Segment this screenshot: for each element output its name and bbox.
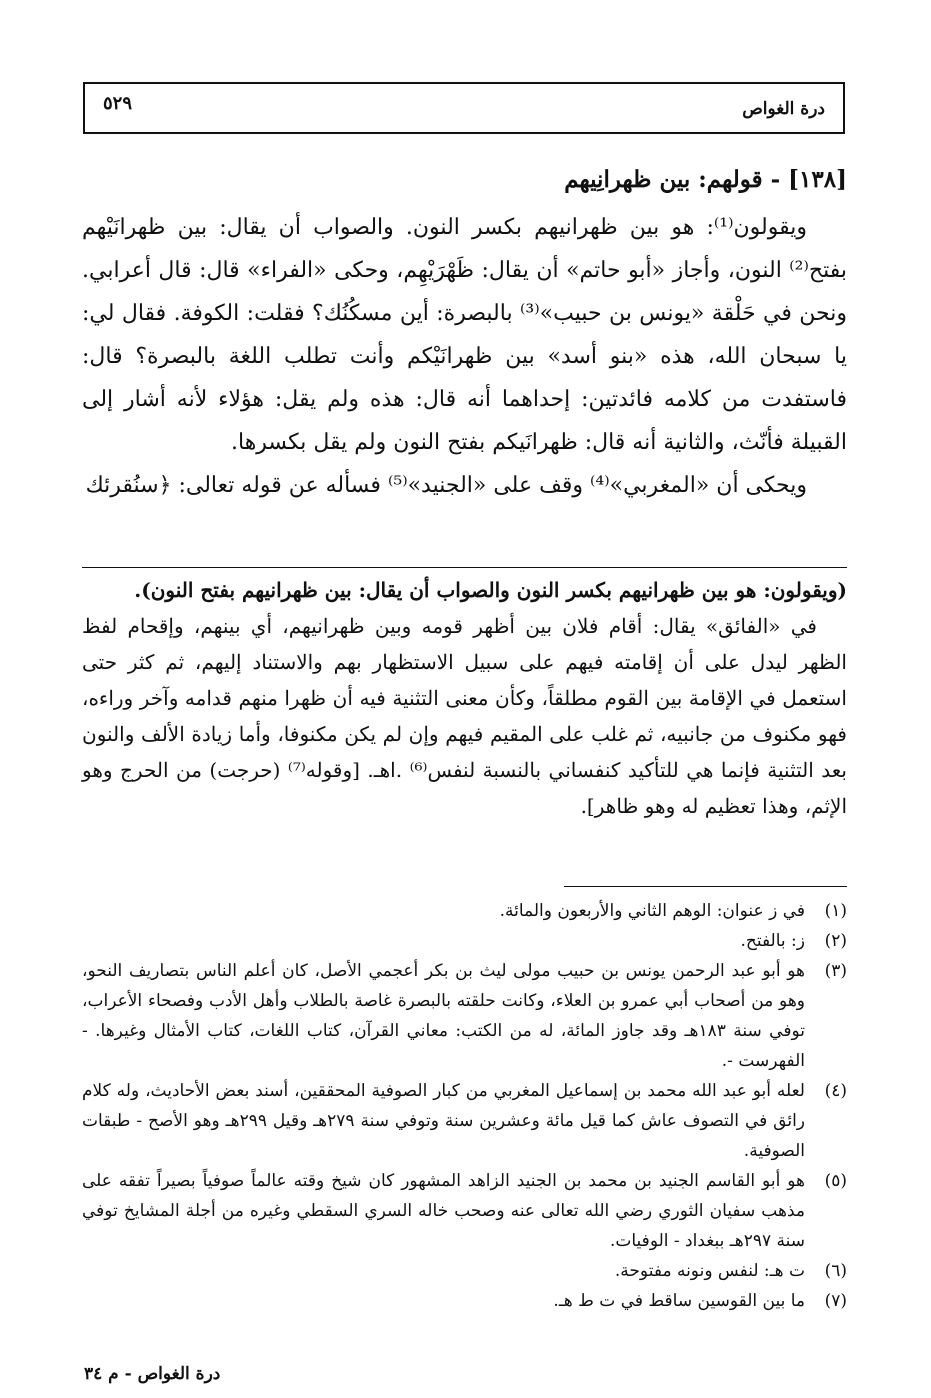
footnote: [82, 926, 847, 956]
footnote-text: هو أبو القاسم الجنيد بن محمد بن الجنيد الزاهد المشهور كان شيخ وقته عالماً صوفياً بصيراً تفقه على مذهب سفيان الثوري رضي الله تعالى عنه وصحب خاله السري السقطي وغيره من أجلة المشايخ توفي سنة ٢٩٧هـ ببغداد - الوفيات.: [82, 1171, 805, 1251]
footnote-number: (٦): [824, 1261, 847, 1281]
footnote: [82, 1076, 847, 1166]
running-header-title: درة الغواص: [742, 99, 825, 119]
main-paragraph-1: ويقولون⁽¹⁾: هو بين ظهرانيهم بكسر النون. والصواب أن يقال: بين ظهرانَيْهم بفتح⁽²⁾ النون، وأجاز «أبو حاتم» أن يقال: ظَهْرَيْهِم، وحكى «الفراء» قال: قال أعرابي. ونحن في حَلْقة «يونس بن حبيب»⁽³⁾ بالبصرة: أين مسكُنُك؟ فقلت: الكوفة. فقال لي: يا سبحان الله، هذه «بنو أسد» بين ظهرانَيْكم وأنت تطلب اللغة بالبصرة؟ قال: فاستفدت من كلامه فائدتين: إحداهما أنه قال: هذه ولم يقل: هؤلاء لأنه أشار إلى القبيلة فأنّث، والثانية أنه قال: ظهرانَيكم بفتح النون ولم يقل بكسرها.: [82, 215, 847, 455]
footnote-text: في ز عنوان: الوهم الثاني والأربعون والمائة.: [499, 901, 805, 921]
footnote-text: ما بين القوسين ساقط في ت ط هـ.: [553, 1291, 805, 1311]
commentary-body: في «الفائق» يقال: أقام فلان بين أظهر قومه وبين ظهرانيهم، أي بينهم، وإقحام لفظ الظهر ليدل على أن إقامته فيهم على سبيل الاستظهار بهم والاستناد إليهم، ثم كثر حتى استعمل في الإقامة بين القوم مطلقاً، وكأن معنى التثنية فيه أن ظهرا منهم قدامه وآخر وراءه، فهو مكنوف من جانبيه، ثم غلب على المقيم فيهم وإن لم يكن مكنوفا، وأما زيادة الألف والنون بعد التثنية فإنما هي للتأكيد كنفساني بالنسبة لنفس⁽⁶⁾ .اهـ. [وقوله⁽⁷⁾ (حرجت) من الحرج وهو الإثم، وهذا تعظيم له وهو ظاهر].: [82, 614, 848, 818]
footnote-text: هو أبو عبد الرحمن يونس بن حبيب مولى ليث بن بكر أعجمي الأصل، كان أعلم الناس بتصاريف النحو، وهو من أصحاب أبي عمرو بن العلاء، وكانت حلقته بالبصرة غاصة بالطلاب وأهل الأدب وفصحاء الأعراب، توفي سنة ١٨٣هـ وقد جاوز المائة، له من الكتب: معاني القرآن، كتاب اللغات، كتاب الأمثال وغيرها. - الفهرست -.: [82, 961, 806, 1071]
footnote-separator: [564, 886, 847, 887]
footnote-number: (٢): [824, 931, 847, 951]
footnote-number: (٤): [824, 1081, 847, 1101]
footnote: [82, 1256, 847, 1286]
footnote-number: (١): [824, 901, 847, 921]
footnote: [82, 956, 847, 1076]
footnote-number: (٥): [824, 1171, 847, 1191]
commentary-quote: (ويقولون: هو بين ظهرانيهم بكسر النون والصواب أن يقال: بين ظهرانيهم بفتح النون).: [134, 578, 847, 602]
footnote-text: لعله أبو عبد الله محمد بن إسماعيل المغربي من كبار الصوفية المحققين، أسند بعض الأحاديث، وله كلام رائق في التصوف عاش كما قيل مائة وعشرين سنة وتوفي سنة ٢٧٩هـ وقيل ٢٩٩هـ وهو الأصح - طبقات الصوفية.: [82, 1081, 806, 1161]
separator-line: [82, 567, 847, 568]
page-number: ٥٢٩: [103, 93, 133, 114]
page-footer: درة الغواص - م ٣٤: [84, 1364, 221, 1384]
footnote-text: ز: بالفتح.: [740, 931, 805, 951]
section-heading: [١٣٨] - قولهم: بين ظهرانِيهم: [564, 166, 847, 193]
footnote: [82, 1166, 847, 1256]
commentary: [82, 572, 847, 824]
footnote-number: (٧): [824, 1291, 847, 1311]
main-paragraph-2: ويحكى أن «المغربي»⁽⁴⁾ وقف على «الجنيد»⁽⁵⁾ فسأله عن قوله تعالى: ﴿سنُقرئك: [85, 473, 807, 498]
running-header: [83, 82, 845, 134]
footnote-number: (٣): [824, 961, 847, 981]
footnotes: [82, 896, 847, 1316]
footnote-text: ت هـ: لنفس ونونه مفتوحة.: [614, 1261, 805, 1281]
main-text: [82, 206, 847, 507]
footnote: [82, 896, 847, 926]
footnote: [82, 1286, 847, 1316]
